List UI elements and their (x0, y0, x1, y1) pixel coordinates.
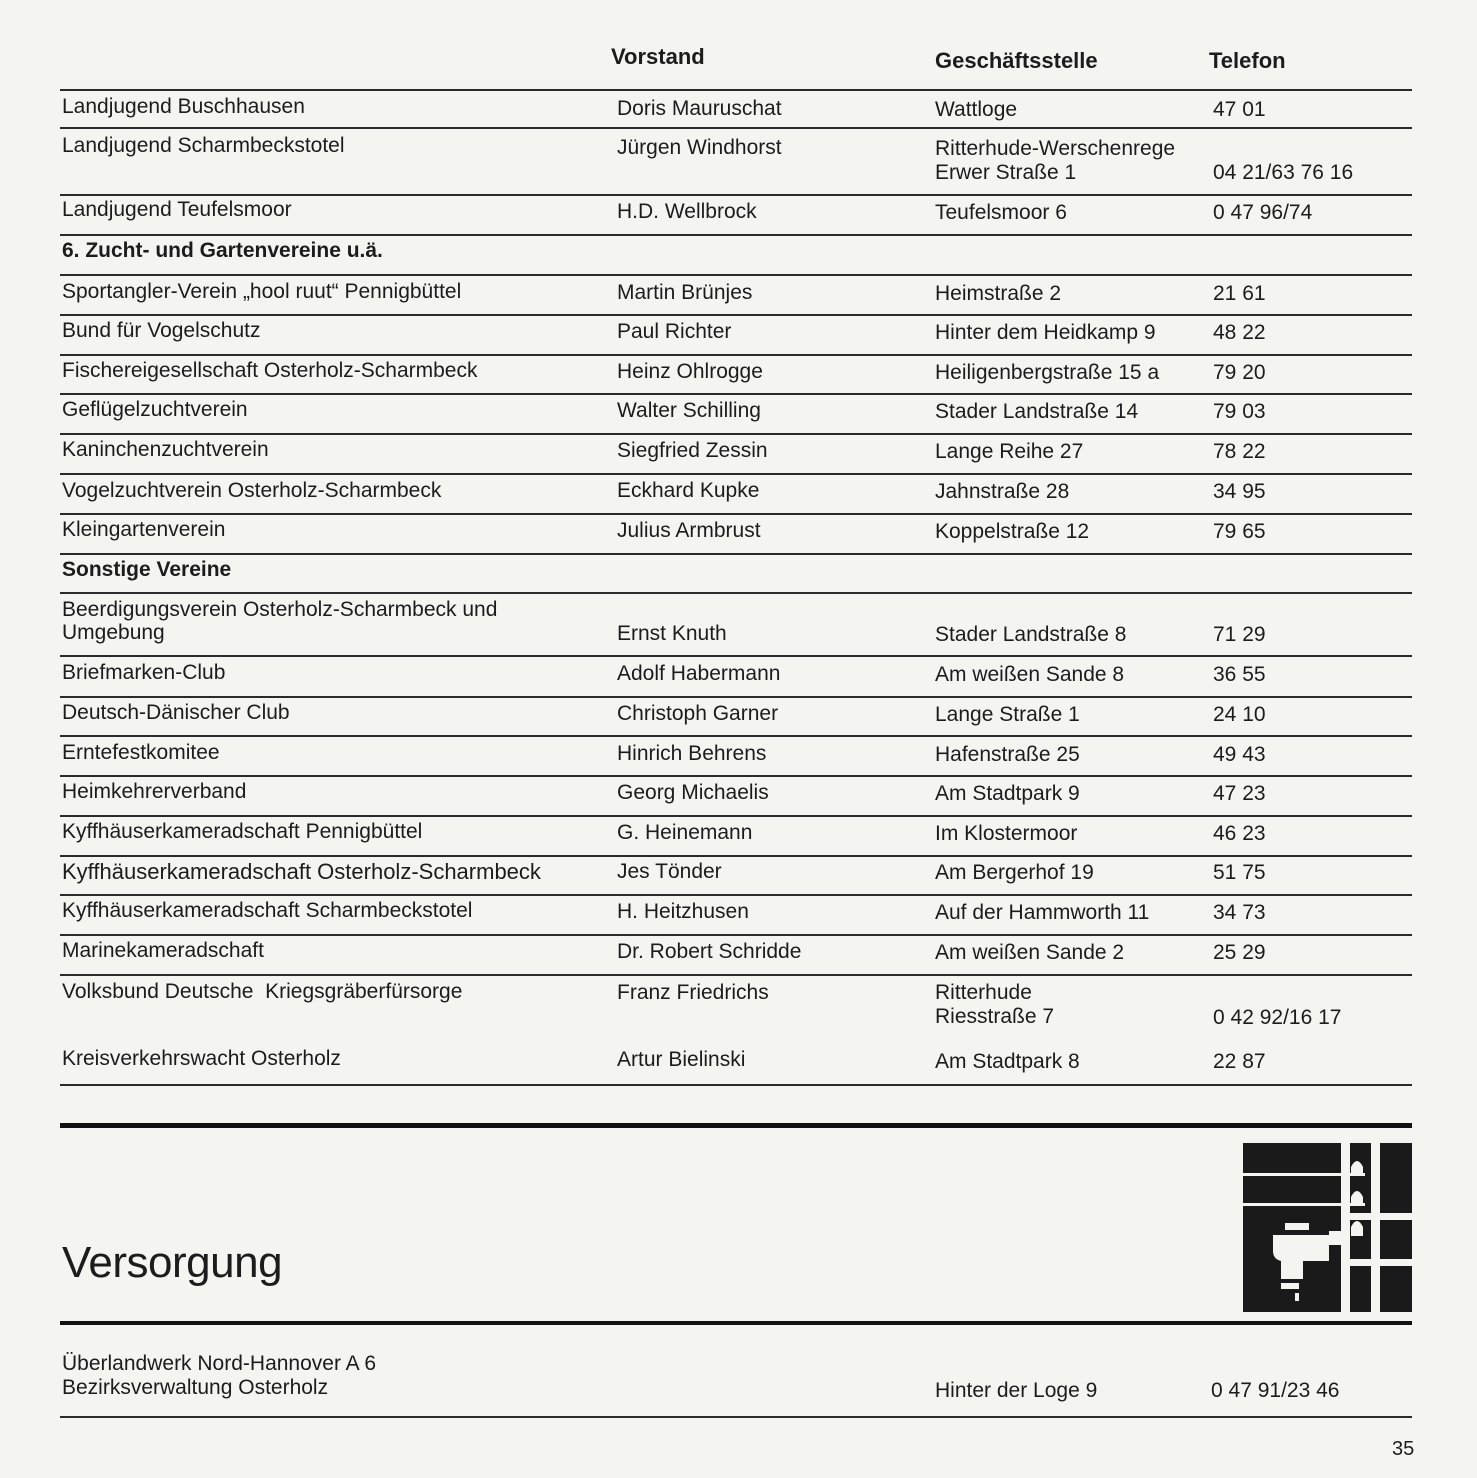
divider (60, 775, 1412, 777)
divider (60, 393, 1412, 395)
entry-name-line2: Umgebung (62, 621, 165, 644)
entry-geschaeftsstelle: Ritterhude (935, 981, 1032, 1004)
divider (60, 354, 1412, 356)
page-number: 35 (1392, 1438, 1415, 1460)
divider (60, 433, 1412, 435)
entry-name: Marinekameradschaft (62, 939, 264, 962)
entry-vorstand: H. Heitzhusen (617, 900, 749, 923)
divider (60, 194, 1412, 196)
versorgung-title: Versorgung (62, 1238, 283, 1287)
entry-vorstand: Eckhard Kupke (617, 479, 760, 502)
entry-vorstand: Adolf Habermann (617, 662, 781, 685)
divider (60, 974, 1412, 976)
entry-name: Deutsch-Dänischer Club (62, 701, 290, 724)
entry-name: Geflügelzuchtverein (62, 398, 248, 421)
entry-telefon: 24 10 (1213, 703, 1266, 726)
header-geschaeftsstelle: Geschäftsstelle (935, 48, 1098, 73)
header-vorstand: Vorstand (611, 44, 705, 69)
entry-telefon: 78 22 (1213, 440, 1266, 463)
entry-geschaeftsstelle: Am weißen Sande 8 (935, 663, 1125, 686)
entry-geschaeftsstelle: Stader Landstraße 8 (935, 623, 1127, 646)
divider (60, 934, 1412, 936)
entry-vorstand: Franz Friedrichs (617, 981, 769, 1004)
entry-vorstand: Walter Schilling (617, 399, 761, 422)
entry-name: Kyffhäuserkameradschaft Osterholz-Scharmbeck (62, 859, 541, 884)
divider (60, 655, 1412, 657)
entry-vorstand: Artur Bielinski (617, 1048, 746, 1071)
entry-geschaeftsstelle: Stader Landstraße 14 (935, 400, 1139, 423)
entry-vorstand: Christoph Garner (617, 702, 779, 725)
entry-vorstand: Dr. Robert Schridde (617, 940, 802, 963)
entry-vorstand: Siegfried Zessin (617, 439, 768, 462)
entry-telefon: 21 61 (1213, 282, 1266, 305)
entry-telefon: 49 43 (1213, 743, 1266, 766)
entry-geschaeftsstelle: Heimstraße 2 (935, 282, 1062, 305)
entry-geschaeftsstelle-line2: Riesstraße 7 (935, 1005, 1055, 1028)
section-rule (60, 1123, 1412, 1128)
section-heading-zucht: 6. Zucht- und Gartenvereine u.ä. (62, 239, 383, 262)
entry-telefon: 34 73 (1213, 901, 1266, 924)
entry-telefon: 0 47 91/23 46 (1211, 1379, 1340, 1402)
divider (60, 314, 1412, 316)
entry-telefon: 51 75 (1213, 861, 1266, 884)
water-tap-icon (1243, 1143, 1412, 1312)
entry-geschaeftsstelle: Heiligenbergstraße 15 a (935, 361, 1160, 384)
entry-geschaeftsstelle: Im Klostermoor (935, 822, 1078, 845)
entry-telefon: 47 01 (1213, 98, 1266, 121)
divider (60, 815, 1412, 817)
entry-geschaeftsstelle: Am Stadtpark 8 (935, 1050, 1080, 1073)
entry-geschaeftsstelle: Hafenstraße 25 (935, 743, 1080, 766)
entry-vorstand: Julius Armbrust (617, 519, 761, 542)
entry-telefon: 79 03 (1213, 400, 1266, 423)
entry-name: Kreisverkehrswacht Osterholz (62, 1047, 341, 1070)
entry-vorstand: H.D. Wellbrock (617, 200, 757, 223)
entry-telefon: 48 22 (1213, 321, 1266, 344)
divider (60, 1084, 1412, 1086)
entry-name: Kyffhäuserkameradschaft Pennigbüttel (62, 820, 423, 843)
entry-vorstand: Ernst Knuth (617, 622, 727, 645)
header-telefon: Telefon (1209, 48, 1286, 73)
entry-name: Sportangler-Verein „hool ruut“ Pennigbüttel (62, 280, 462, 303)
divider (60, 473, 1412, 475)
divider (60, 735, 1412, 737)
divider (60, 1416, 1412, 1418)
entry-geschaeftsstelle: Hinter dem Heidkamp 9 (935, 321, 1156, 344)
entry-name: Bund für Vogelschutz (62, 319, 261, 342)
entry-telefon: 79 20 (1213, 361, 1266, 384)
entry-vorstand: Paul Richter (617, 320, 732, 343)
entry-geschaeftsstelle: Am Bergerhof 19 (935, 861, 1094, 884)
entry-geschaeftsstelle: Wattloge (935, 98, 1018, 121)
entry-telefon: 0 42 92/16 17 (1213, 1006, 1342, 1029)
entry-geschaeftsstelle: Hinter der Loge 9 (935, 1379, 1098, 1402)
entry-geschaeftsstelle: Teufelsmoor 6 (935, 201, 1067, 224)
divider (60, 513, 1412, 515)
entry-geschaeftsstelle: Ritterhude-Werschenrege (935, 137, 1176, 160)
divider (60, 894, 1412, 896)
entry-name: Volksbund Deutsche Kriegsgräberfürsorge (62, 980, 463, 1003)
divider (60, 234, 1412, 236)
entry-telefon: 71 29 (1213, 623, 1266, 646)
entry-name: Kyffhäuserkameradschaft Scharmbeckstotel (62, 899, 473, 922)
entry-vorstand: Hinrich Behrens (617, 742, 767, 765)
entry-telefon: 36 55 (1213, 663, 1266, 686)
entry-telefon: 79 65 (1213, 520, 1266, 543)
entry-name: Landjugend Teufelsmoor (62, 198, 292, 221)
entry-name-line2: Bezirksverwaltung Osterholz (62, 1376, 329, 1399)
entry-telefon: 22 87 (1213, 1050, 1266, 1073)
entry-vorstand: G. Heinemann (617, 821, 753, 844)
divider (60, 553, 1412, 555)
divider (60, 696, 1412, 698)
entry-geschaeftsstelle: Am Stadtpark 9 (935, 782, 1080, 805)
entry-name: Kaninchenzuchtverein (62, 438, 269, 461)
entry-vorstand: Martin Brünjes (617, 281, 753, 304)
divider (60, 89, 1412, 91)
entry-telefon: 04 21/63 76 16 (1213, 161, 1354, 184)
entry-telefon: 47 23 (1213, 782, 1266, 805)
entry-name: Beerdigungsverein Osterholz-Scharmbeck und (62, 598, 498, 621)
entry-name: Landjugend Buschhausen (62, 95, 305, 118)
entry-geschaeftsstelle: Jahnstraße 28 (935, 480, 1070, 503)
entry-name: Vogelzuchtverein Osterholz-Scharmbeck (62, 479, 442, 502)
entry-name: Erntefestkomitee (62, 741, 220, 764)
entry-vorstand: Georg Michaelis (617, 781, 769, 804)
divider (60, 127, 1412, 129)
entry-geschaeftsstelle: Auf der Hammworth 11 (935, 901, 1150, 924)
entry-name: Überlandwerk Nord-Hannover A 6 (62, 1352, 376, 1375)
entry-geschaeftsstelle: Lange Reihe 27 (935, 440, 1084, 463)
entry-name: Landjugend Scharmbeckstotel (62, 134, 345, 157)
entry-geschaeftsstelle: Lange Straße 1 (935, 703, 1080, 726)
entry-name: Briefmarken-Club (62, 661, 226, 684)
divider (60, 592, 1412, 594)
entry-geschaeftsstelle: Koppelstraße 12 (935, 520, 1090, 543)
section-rule (60, 1321, 1412, 1325)
entry-telefon: 25 29 (1213, 941, 1266, 964)
entry-telefon: 46 23 (1213, 822, 1266, 845)
divider (60, 274, 1412, 276)
entry-name: Fischereigesellschaft Osterholz-Scharmbeck (62, 359, 478, 382)
entry-telefon: 34 95 (1213, 480, 1266, 503)
entry-vorstand: Heinz Ohlrogge (617, 360, 763, 383)
entry-name: Heimkehrerverband (62, 780, 247, 803)
entry-vorstand: Doris Mauruschat (617, 97, 782, 120)
entry-vorstand: Jes Tönder (617, 860, 722, 883)
entry-geschaeftsstelle-line2: Erwer Straße 1 (935, 161, 1077, 184)
divider (60, 855, 1412, 857)
entry-vorstand: Jürgen Windhorst (617, 136, 782, 159)
entry-geschaeftsstelle: Am weißen Sande 2 (935, 941, 1125, 964)
entry-telefon: 0 47 96/74 (1213, 201, 1313, 224)
entry-name: Kleingartenverein (62, 518, 226, 541)
section-heading-sonstige: Sonstige Vereine (62, 558, 232, 581)
